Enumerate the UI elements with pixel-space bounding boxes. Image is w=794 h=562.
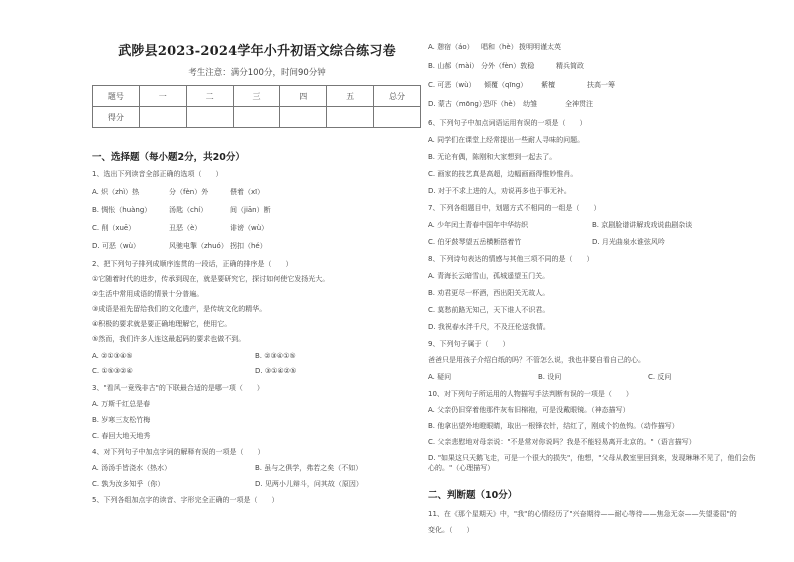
q10-option: B. 他拿出望外地瞪眼睛，取出一根锋衣针，结红了，刚成个钓鱼钩。（动作描写） xyxy=(428,422,679,430)
q5-option: 全神贯注 xyxy=(565,100,593,108)
q8-option: B. 劝君更尽一杯酒，西出阳关无故人。 xyxy=(428,289,550,297)
q1-option: C. 削（xuē） xyxy=(92,224,136,232)
q2-option-row xyxy=(92,366,422,376)
score-header-cell: 一 xyxy=(139,86,186,107)
q9-option-row xyxy=(428,372,768,382)
q6-option: A. 同学们在课堂上经常提出一些耐人寻味的问题。 xyxy=(428,136,585,144)
q9-option: A. 疑问 xyxy=(428,373,452,381)
score-header-cell: 题号 xyxy=(93,86,140,107)
q3-option: A. 万斯千红总是春 xyxy=(92,400,151,408)
q10-option: A. 父亲仍旧穿着他那件灰布旧棉袍，可是没戴眼镜。（神态描写） xyxy=(428,406,630,414)
q2-sentence: ③成语是祖先留给我们的文化遗产，是传统文化的精华。 xyxy=(92,305,267,313)
q1-stem: 1、选出下列读音全部正确的选项（ ） xyxy=(92,170,223,178)
q5-option: 分外（fèn）敦稳 xyxy=(481,62,535,70)
left-column xyxy=(92,40,422,505)
q4-option-row xyxy=(92,479,422,489)
q4-option: C. 孰为汝多知乎（你） xyxy=(92,480,165,488)
score-header-cell: 四 xyxy=(280,86,327,107)
q5-option: 倾覆（qīng） xyxy=(484,81,528,89)
q1-option-row xyxy=(92,205,422,215)
q5-option-row xyxy=(428,61,768,71)
q9-option: B. 设问 xyxy=(538,373,562,381)
q5-option: 拨明明谨太英 xyxy=(519,43,561,51)
score-header-cell: 五 xyxy=(327,86,374,107)
q7-option: A. 少年闰土青春中国年中华纺织 xyxy=(428,221,529,229)
q5-option: 扶高一筹 xyxy=(587,81,615,89)
q7-option-row xyxy=(428,220,768,230)
q3-stem: 3、"看风一竟残非古"的下联最合适的是哪一项（ ） xyxy=(92,384,264,392)
q9-option: C. 反问 xyxy=(648,373,672,381)
q5-option-row xyxy=(428,80,768,90)
q8-stem: 8、下列诗句表达的情感与其他三项不同的是（ ） xyxy=(428,255,594,263)
q9-sentence: 爸爸只是用孩子介绍白纸的吗？不管怎么说，我也非要自看自己的心。 xyxy=(428,356,645,364)
score-cell[interactable] xyxy=(186,107,233,128)
q5-option: B. 山郝（mài） xyxy=(428,62,479,70)
q5-stem: 5、下列各组加点字的读音、字形完全正确的一项是（ ） xyxy=(92,496,279,504)
score-cell[interactable] xyxy=(139,107,186,128)
q6-option: C. 画家的技艺真是高超，边幅画画得惟妙惟肖。 xyxy=(428,170,578,178)
q6-option: B. 无论有偶，陈刚和大家想到一起去了。 xyxy=(428,153,557,161)
q1-option: 诽谤（wù） xyxy=(230,224,269,232)
q10-option: D. "如果这只天鹅飞走，可是一个很大的损失"，他想，"父母从教室里回到来，发现琳琳不见了，他们会伤心的。"（心理描写） xyxy=(428,454,756,472)
score-header-cell: 二 xyxy=(186,86,233,107)
score-header-cell: 三 xyxy=(233,86,280,107)
q2-option-row xyxy=(92,351,422,361)
q5-option-row xyxy=(428,99,768,109)
q1-option: 风驰电掣（zhuó） xyxy=(169,242,228,250)
score-table xyxy=(92,85,421,128)
q2-option: B. ②③④①⑤ xyxy=(255,352,296,360)
q7-stem: 7、下列各组题目中，划题方式不相同的一组是（ ） xyxy=(428,204,601,212)
q1-option-row xyxy=(92,187,422,197)
score-cell[interactable] xyxy=(327,107,374,128)
q4-option: B. 虽与之俱学，弗若之矣（不如） xyxy=(255,464,363,472)
score-cell[interactable] xyxy=(374,107,421,128)
score-table-score-row xyxy=(93,107,421,128)
q5-option: 紫檀 xyxy=(541,81,555,89)
exam-title: 武陟县2023-2024学年小升初语文综合练习卷 xyxy=(118,44,396,59)
q1-option: 拐扣（hé） xyxy=(230,242,267,250)
q2-sentence: ②生活中常用成语的情景十分普遍。 xyxy=(92,290,204,298)
q8-option: C. 莫愁前路无知己，天下谁人不识君。 xyxy=(428,306,550,314)
score-header-cell: 总分 xyxy=(374,86,421,107)
q8-option: D. 我祝春水泮千尺，不及汪伦送我情。 xyxy=(428,323,550,331)
score-row-label: 得分 xyxy=(93,107,140,128)
q1-option: 汤匙（chí） xyxy=(169,206,208,214)
q7-option: D. 月光曲泉水谁弦风吟 xyxy=(592,238,665,246)
q5-option: 幼雏 xyxy=(523,100,537,108)
q5-option: D. 蒙古（mōng） xyxy=(428,100,486,108)
q2-option: D. ③①④②⑤ xyxy=(255,367,297,375)
q1-option: A. 炽（zhì）热 xyxy=(92,188,140,196)
q7-option: C. 伯牙鼓琴望五岳横断搭着竹 xyxy=(428,238,522,246)
q2-sentence: ①它随着时代的进步，传承到现在，就是要研究它，探讨如何使它发扬光大。 xyxy=(92,275,330,283)
q1-option: B. 惆怅（huàng） xyxy=(92,206,152,214)
score-table-header-row xyxy=(93,86,421,107)
q1-option-row xyxy=(92,223,422,233)
q4-option-row xyxy=(92,463,422,473)
score-cell[interactable] xyxy=(280,107,327,128)
right-column xyxy=(428,40,768,535)
q7-option-row xyxy=(428,237,768,247)
q2-option: C. ①⑤③②④ xyxy=(92,367,133,375)
q6-stem: 6、下列句子中加点词语运用有误的一项是（ ） xyxy=(428,119,587,127)
q1-option: D. 可恶（wù） xyxy=(92,242,141,250)
q1-option: 丑恶（è） xyxy=(169,224,202,232)
q3-option: B. 岁寒三友松竹梅 xyxy=(92,416,151,424)
q5-option: 精兵简政 xyxy=(556,62,584,70)
q2-sentence: ⑤然而，我们许多人连这最起码的要求也做不到。 xyxy=(92,335,246,343)
q4-option: D. 见两小儿辩斗，问其故（原因） xyxy=(255,480,363,488)
q11-line: 变化。（ ） xyxy=(428,526,474,534)
q5-option-row xyxy=(428,42,768,52)
q2-sentence: ④积极的要求就是要正确地理解它，使用它。 xyxy=(92,320,232,328)
q1-option: 间（jiān）断 xyxy=(230,206,271,214)
q3-option: C. 春回大地天地秀 xyxy=(92,432,151,440)
score-cell[interactable] xyxy=(233,107,280,128)
q6-option: D. 对于不求上进的人，劝说再多也于事无补。 xyxy=(428,187,571,195)
q10-option: C. 父亲悲慰地对母亲说："不是常对你说吗？我是不能轻易离开北京的。"（语言描写） xyxy=(428,438,696,446)
q5-option: 唱和（hè） xyxy=(481,43,518,51)
q11-line: 11、在《那个星期天》中，"我"的心情经历了"兴奋期待——耐心等待——焦急无奈——失望委屈"的 xyxy=(428,510,737,518)
exam-notice: 考生注意：满分100分，时间90分钟 xyxy=(188,68,326,78)
section-2-title: 二、判断题（10分） xyxy=(428,490,518,501)
q2-option: A. ②①③④⑤ xyxy=(92,352,133,360)
q4-stem: 4、对下列句子中加点字词的解释有误的一项是（ ） xyxy=(92,448,265,456)
q4-option: A. 汤汤手皆浇水（热水） xyxy=(92,464,172,472)
q10-stem: 10、对下列句子所运用的人物描写手法判断有误的一项是（ ） xyxy=(428,390,633,398)
q1-option: 分（fèn）外 xyxy=(169,188,209,196)
q1-option-row xyxy=(92,241,422,251)
q2-stem: 2、把下列句子排列成顺序连贯的一段话，正确的排序是（ ） xyxy=(92,260,293,268)
q5-option: A. 憩宿（áo） xyxy=(428,43,474,51)
q5-option: C. 可恶（wù） xyxy=(428,81,476,89)
section-1-title: 一、选择题（每小题2分，共20分） xyxy=(92,152,245,163)
q8-option: A. 青海长云暗雪山，孤城遥望玉门关。 xyxy=(428,272,550,280)
q5-option: 恐吓（hè） xyxy=(483,100,520,108)
q1-option: 偎着（xī） xyxy=(230,188,265,196)
q7-option: B. 京剧脸谱讲解戏戏说曲剧杂谈 xyxy=(592,221,693,229)
q9-stem: 9、下列句子属于（ ） xyxy=(428,340,510,348)
